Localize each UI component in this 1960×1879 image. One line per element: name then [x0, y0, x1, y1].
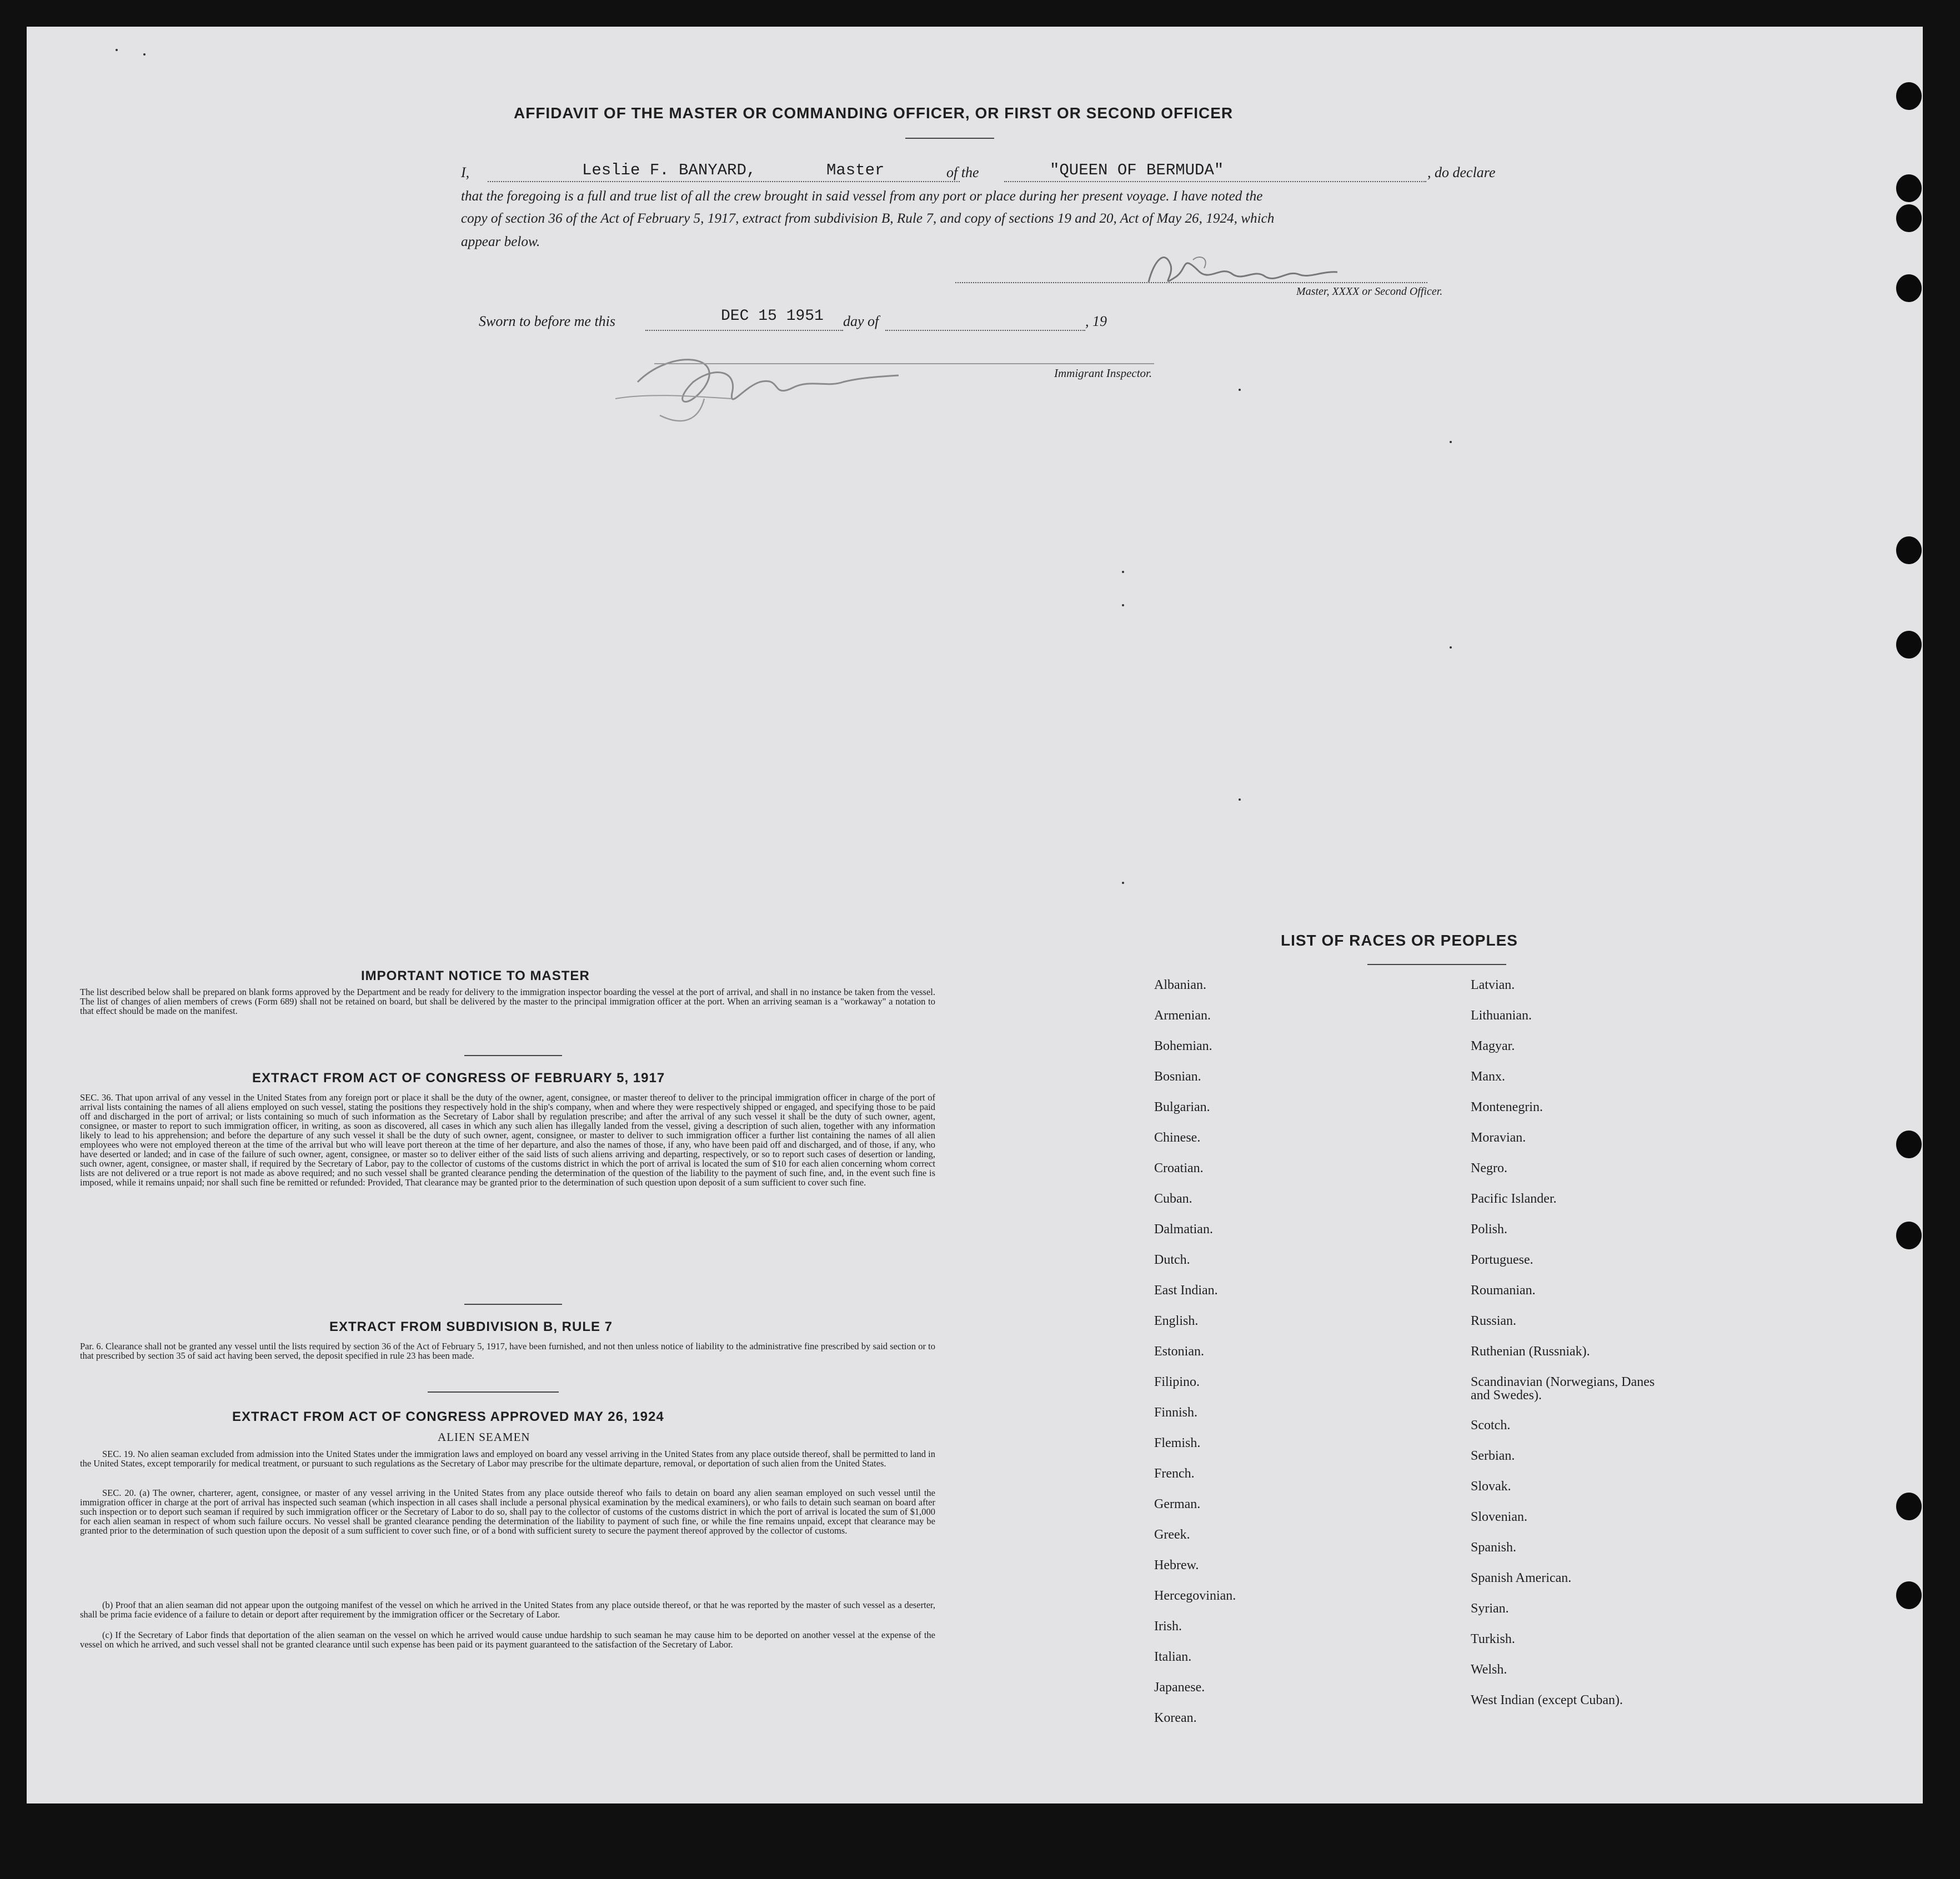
inspector-blank — [654, 363, 1154, 364]
master-rank: Master — [826, 161, 885, 179]
sworn-month-blank — [885, 330, 1085, 331]
do-declare-label: , do declare — [1427, 164, 1496, 180]
inspector-caption: Immigrant Inspector. — [1054, 366, 1152, 380]
speck — [1239, 798, 1241, 801]
race-item: Albanian. — [1154, 978, 1206, 992]
name-blank — [488, 181, 960, 182]
affidavit-title: AFFIDAVIT OF THE MASTER OR COMMANDING OFFICER, OR FIRST OR SECOND OFFICER — [514, 104, 1234, 122]
sworn-date-stamp: DEC 15 1951 — [721, 308, 824, 325]
race-item: Chinese. — [1154, 1131, 1201, 1145]
punch-hole — [1896, 631, 1922, 659]
extract-1917-text: SEC. 36. That upon arrival of any vessel in the United States from any foreign port or place it shall be the duty of the owner, agent, consignee, or master thereof to deliver to the principal immigration officer in charge of the port of arrival lists containing the names of all aliens employed on such vessel, stating the positions they respectively hold in the ship's company, when and where they were respectively shipped or engaged, and specifying those to be paid off and discharged in the port of arrival; or lists containing so much of such information as the Secretary of Labor shall by regulation prescribe; and after the arrival of any such vessel it shall be the duty of such owner, agent, consignee, or master to report to such immigration officer, in writing, as soon as discovered, all cases in which any such alien has illegally landed from the vessel, giving a description of such alien, together with any information likely to lead to his apprehension; and before the departure of any such vessel it shall be the duty of such owner, agent, consignee, or master to deliver to such immigration officer a further list containing the names of all alien employees who were not employed thereon at the time of the arrival but who will leave port thereon at the time of her departure, and also the names of those, if any, who have been paid off and discharged, and of those, if any, who have deserted or landed; and in case of the failure of such owner, agent, consignee, or master so to deliver either of the said lists of such aliens arriving and departing, respectively, or so to report such cases of desertion or landing, such owner, agent, consignee, or master shall, if required by the Secretary of Labor, pay to the collector of customs of the customs district in which the port of arrival is located the sum of $10 for each alien concerning whom correct lists are not delivered or a true report is not made as above required; and no such vessel shall be granted clearance pending the determination of the question of the liability to the payment of such fine, and, in the event such fine is imposed, while it remains unpaid; nor shall such fine be remitted or refunded: Provided, That clearance may be granted prior to the determination of such question upon deposit of a sum sufficient to cover such fine. — [80, 1092, 935, 1188]
notice-rule — [464, 1055, 562, 1056]
races-title: LIST OF RACES OR PEOPLES — [1281, 932, 1518, 949]
sec20c-text: (c) If the Secretary of Labor finds that deportation of the alien seaman on the vessel on which he arrived would cause undue hardship to such seaman he may cause him to be deported on another vessel at the expense of the vessel on which he arrived, and such vessel shall not be granted clearance until such expense has been paid or its payment guaranteed to the satisfaction of the Secretary of Labor. — [80, 1630, 935, 1650]
race-item: Slovak. — [1471, 1479, 1511, 1494]
punch-hole — [1896, 204, 1922, 232]
i-label: I, — [461, 164, 470, 180]
race-item: Cuban. — [1154, 1192, 1192, 1206]
race-item: Estonian. — [1154, 1344, 1204, 1359]
punch-hole — [1896, 1581, 1922, 1609]
speck — [1239, 389, 1241, 391]
race-item: Irish. — [1154, 1619, 1182, 1634]
race-item: Spanish American. — [1471, 1571, 1572, 1585]
punch-hole — [1896, 274, 1922, 302]
speck — [1122, 882, 1124, 884]
race-item: Russian. — [1471, 1314, 1517, 1328]
race-item: German. — [1154, 1497, 1201, 1511]
race-item: Filipino. — [1154, 1375, 1200, 1389]
speck — [1122, 571, 1124, 573]
rule7-text: Par. 6. Clearance shall not be granted any vessel until the lists required by section 36 of the Act of February 5, 1917, have been furnished, and not then unless notice of liability to the administrative fine prescribed by said section or to that prescribed by section 35 of said act having been served, the deposit specified in rule 23 has been made. — [80, 1341, 935, 1361]
race-item: West Indian (except Cuban). — [1471, 1693, 1623, 1707]
race-item: Ruthenian (Russniak). — [1471, 1344, 1590, 1359]
race-item: Syrian. — [1471, 1601, 1509, 1616]
notice-text: The list described below shall be prepared on blank forms approved by the Department and be ready for delivery to the immigration inspector boarding the vessel at the port of arrival, and shall in no instance be taken from the vessel. The list of changes of alien members of crews (Form 689) shall not be retained on board, but shall be delivered by the master to the principal immigration officer at the port. When an arriving seaman is a "workaway" a notation to that effect should be made on the manifest. — [80, 987, 935, 1016]
punch-hole — [1896, 82, 1922, 110]
race-item: East Indian. — [1154, 1283, 1218, 1298]
race-item: Moravian. — [1471, 1131, 1526, 1145]
sec20b-text: (b) Proof that an alien seaman did not appear upon the outgoing manifest of the vessel on which he arrived in the United States from any place outside thereof, or that he was reported by the master of such vessel as a deserter, shall be prima facie evidence of a failure to detain or deport after requirement by the immigration officer or the Secretary of Labor. — [80, 1600, 935, 1620]
race-item: Bosnian. — [1154, 1069, 1201, 1084]
affidavit-body-1: that the foregoing is a full and true list of all the crew brought in said vessel from any port or place during her present voyage. I have noted the — [461, 189, 1263, 204]
race-item: Hebrew. — [1154, 1558, 1199, 1572]
day-of-label: day of — [843, 313, 879, 329]
race-item: Croatian. — [1154, 1161, 1204, 1175]
speck — [143, 53, 146, 56]
rule7-title: EXTRACT FROM SUBDIVISION B, RULE 7 — [329, 1319, 613, 1334]
speck — [1450, 441, 1452, 443]
speck — [116, 49, 118, 51]
punch-hole — [1896, 1222, 1922, 1249]
speck — [1450, 646, 1452, 649]
race-item: Finnish. — [1154, 1405, 1198, 1420]
document-page — [27, 27, 1923, 1803]
title-rule — [905, 138, 994, 139]
of-the-label: of the — [946, 164, 979, 180]
vessel-name: "QUEEN OF BERMUDA" — [1050, 161, 1224, 179]
race-item: Slovenian. — [1471, 1510, 1527, 1524]
sworn-label: Sworn to before me this — [479, 313, 616, 329]
signature-blank — [955, 282, 1427, 283]
race-item: Greek. — [1154, 1528, 1190, 1542]
sec20a-text: SEC. 20. (a) The owner, charterer, agent, consignee, or master of any vessel arriving in the United States from any place outside thereof who fails to detain on board any alien seaman employed on such vessel until the immigration officer in charge at the port of arrival has inspected such seaman (which inspection in all cases shall include a personal physical examination by the medical examiners), or who fails to detain such seaman on board after such inspection or to deport such seaman if required by such immigration officer or the Secretary of Labor to do so, shall pay to the collector of customs of the customs district in which the port of arrival is located the sum of $1,000 for each alien seaman in respect of whom such failure occurs. No vessel shall be granted clearance pending the determination of the liability to payment of such fine, or while the fine remains unpaid, except that clearance may be granted prior to the determination of such question upon the deposit of a sum sufficient to cover such fine, or of a bond with sufficient surety to secure the payment thereof approved by the collector of customs. — [80, 1488, 935, 1536]
race-item: Hercegovinian. — [1154, 1589, 1236, 1603]
year-label: , 19 — [1085, 313, 1107, 329]
vessel-blank — [1004, 181, 1426, 182]
affidavit-body-2: copy of section 36 of the Act of February 5, 1917, extract from subdivision B, Rule 7, and copy of sections 19 and 20, Act of May 26, 1924, which — [461, 211, 1275, 226]
race-item: Roumanian. — [1471, 1283, 1536, 1298]
extract-1924-title: EXTRACT FROM ACT OF CONGRESS APPROVED MAY 26, 1924 — [232, 1409, 664, 1424]
race-item: Dalmatian. — [1154, 1222, 1213, 1237]
race-item: Manx. — [1471, 1069, 1505, 1084]
race-item: Pacific Islander. — [1471, 1192, 1557, 1206]
extract-1917-title: EXTRACT FROM ACT OF CONGRESS OF FEBRUARY 5, 1917 — [252, 1071, 665, 1086]
races-left-column — [1154, 978, 1236, 1742]
rule7-rule — [428, 1391, 559, 1393]
race-item: English. — [1154, 1314, 1199, 1328]
race-item: Magyar. — [1471, 1039, 1515, 1053]
race-item: Flemish. — [1154, 1436, 1201, 1450]
race-item: Turkish. — [1471, 1632, 1515, 1646]
race-item: Bohemian. — [1154, 1039, 1212, 1053]
extract-1917-rule — [464, 1304, 562, 1305]
punch-hole — [1896, 1493, 1922, 1520]
race-item: Spanish. — [1471, 1540, 1517, 1555]
race-item: Bulgarian. — [1154, 1100, 1210, 1114]
notice-title: IMPORTANT NOTICE TO MASTER — [361, 968, 590, 983]
race-item: Welsh. — [1471, 1662, 1507, 1677]
race-item: Lithuanian. — [1471, 1008, 1532, 1023]
inspector-signature-icon — [604, 315, 904, 443]
alien-seamen-subtitle: ALIEN SEAMEN — [438, 1430, 530, 1444]
race-item: Serbian. — [1471, 1449, 1515, 1463]
races-right-column — [1471, 978, 1671, 1724]
master-name: Leslie F. BANYARD, — [582, 161, 756, 179]
signature-caption: Master, XXXX or Second Officer. — [1296, 285, 1443, 298]
race-item: Italian. — [1154, 1650, 1192, 1664]
sec19-text: SEC. 19. No alien seaman excluded from admission into the United States under the immigration laws and employed on board any vessel arriving in the United States from any place outside thereof, shall be permitted to land in the United States, except temporarily for medical treatment, or pursuant to such regulations as the Secretary of Labor may prescribe for the ultimate departure, removal, or deportation of such alien from the United States. — [80, 1449, 935, 1469]
race-item: Scandinavian (Norwegians, Danes and Swedes). — [1471, 1375, 1655, 1403]
punch-hole — [1896, 1131, 1922, 1158]
speck — [1122, 604, 1124, 606]
race-item: French. — [1154, 1466, 1195, 1481]
race-item: Korean. — [1154, 1711, 1197, 1725]
race-item: Portuguese. — [1471, 1253, 1533, 1267]
race-item: Polish. — [1471, 1222, 1508, 1237]
affidavit-body-3: appear below. — [461, 234, 540, 249]
punch-hole — [1896, 174, 1922, 202]
race-item: Negro. — [1471, 1161, 1507, 1175]
race-item: Japanese. — [1154, 1680, 1205, 1695]
race-item: Dutch. — [1154, 1253, 1190, 1267]
race-item: Armenian. — [1154, 1008, 1211, 1023]
race-item: Scotch. — [1471, 1418, 1511, 1433]
race-item: Montenegrin. — [1471, 1100, 1543, 1114]
affidavit-line-1 — [461, 164, 469, 181]
race-item: Latvian. — [1471, 978, 1515, 992]
punch-hole — [1896, 536, 1922, 564]
races-rule — [1367, 964, 1506, 965]
